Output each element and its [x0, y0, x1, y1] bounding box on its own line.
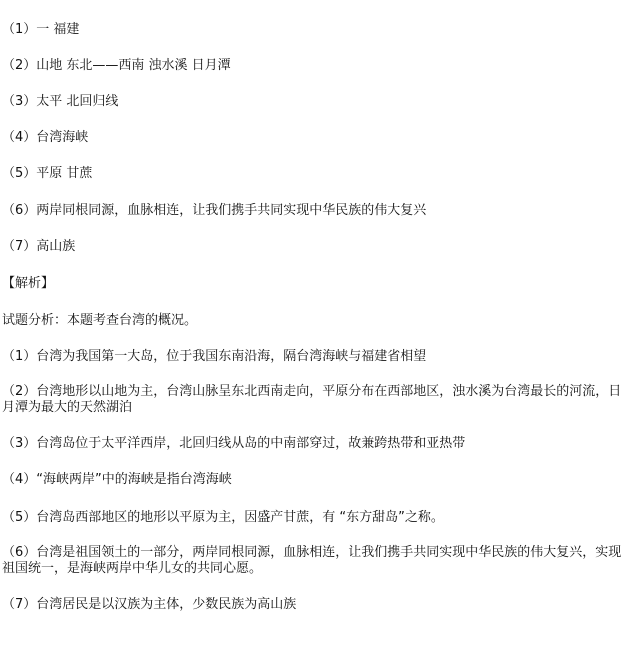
analysis-1: （1）台湾为我国第一大岛，位于我国东南沿海，隔台湾海峡与福建省相望 [2, 349, 427, 364]
analysis-7: （7）台湾居民是以汉族为主体，少数民族为高山族 [2, 597, 297, 612]
analysis-heading: 【解析】 [2, 276, 55, 291]
answer-4: （4）台湾海峡 [2, 130, 89, 145]
analysis-3: （3）台湾岛位于太平洋西岸，北回归线从岛的中南部穿过，故兼跨热带和亚热带 [2, 436, 466, 451]
answer-5: （5）平原 甘蔗 [2, 166, 93, 181]
answer-3: （3）太平 北回归线 [2, 94, 119, 109]
analysis-2: （2）台湾地形以山地为主，台湾山脉呈东北西南走向，平原分布在西部地区，浊水溪为台湾最长的河流，日月潭为最大的天然湖泊 [2, 384, 622, 415]
answer-7: （7）高山族 [2, 239, 76, 254]
analysis-4: （4）“海峡两岸”中的海峡是指台湾海峡 [2, 472, 232, 487]
analysis-6: （6）台湾是祖国领土的一部分，两岸同根同源，血脉相连，让我们携手共同实现中华民族的伟大复兴，实现祖国统一，是海峡两岸中华儿女的共同心愿。 [2, 545, 622, 576]
answer-6: （6）两岸同根同源，血脉相连，让我们携手共同实现中华民族的伟大复兴 [2, 203, 427, 218]
analysis-5: （5）台湾岛西部地区的地形以平原为主，因盛产甘蔗，有 “东方甜岛”之称。 [2, 510, 444, 525]
answer-1: （1）一 福建 [2, 22, 80, 37]
analysis-intro: 试题分析：本题考查台湾的概况。 [2, 313, 198, 328]
answer-2: （2）山地 东北——西南 浊水溪 日月潭 [2, 58, 231, 73]
